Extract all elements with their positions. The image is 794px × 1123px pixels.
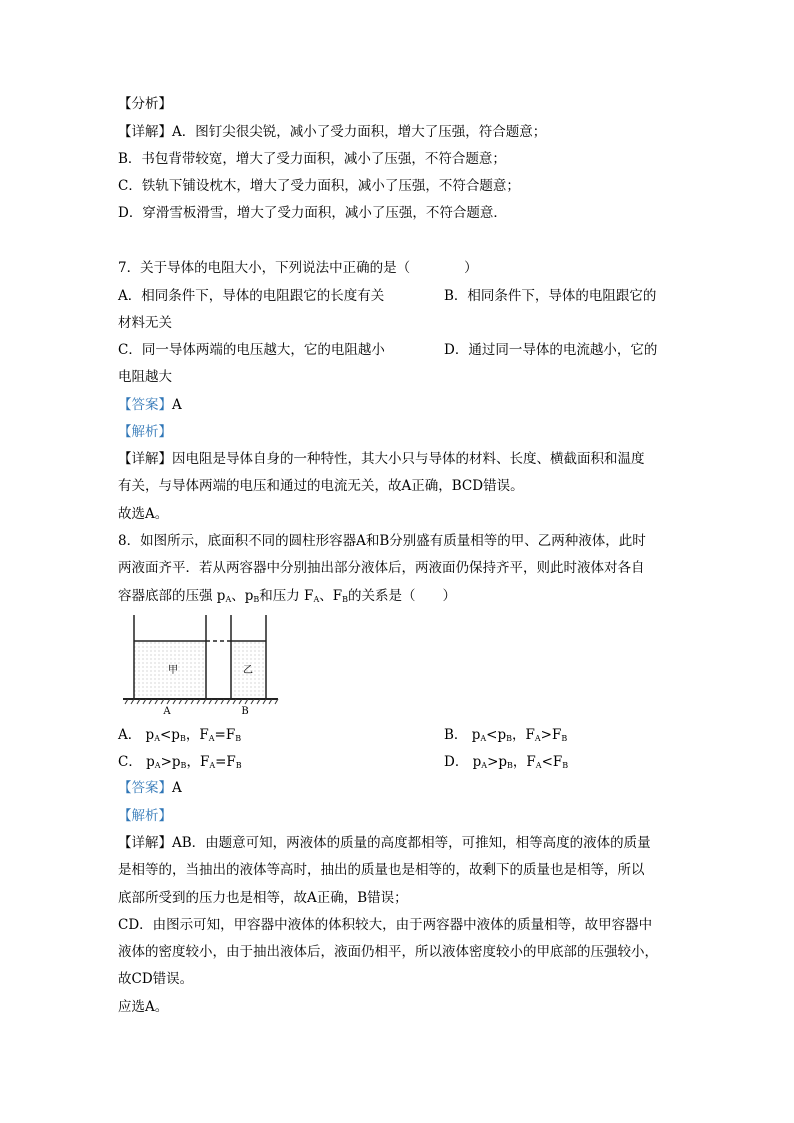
relation: > — [487, 754, 499, 770]
analysis-tag: 【分析】 — [118, 96, 172, 112]
symbol: F — [552, 754, 563, 770]
subscript: A — [535, 761, 542, 770]
liquid-a-label: 甲 — [168, 665, 178, 676]
q8-option-d — [444, 753, 568, 775]
q8-detail: 【详解】AB．由题意可知，两液体的质量的高度都相等，可推知，相等高度的液体的质量 — [118, 835, 651, 851]
subscript: A — [209, 761, 216, 770]
symbol: F — [525, 727, 535, 743]
subscript: A — [154, 761, 161, 770]
q7-option-b-cont: 材料无关 — [118, 315, 172, 331]
relation: < — [486, 727, 498, 743]
prev-line: B．书包背带较宽，增大了受力面积，减小了压强，不符合题意； — [118, 151, 506, 167]
symbol: F — [199, 727, 209, 743]
relation: > — [160, 754, 172, 770]
symbol: p — [472, 754, 482, 770]
q7-detail: 【详解】因电阻是导体自身的一种特性，其大小只与导体的材料、长度、横截面积和温度 — [118, 451, 645, 467]
q8-stem: 容器底部的压强 $p_A$、$p_B$和压力 $F_A$、$F_B$的关系是（ ） — [118, 588, 456, 604]
subscript: B — [507, 761, 513, 770]
subscript: B — [561, 734, 568, 743]
q8-answer: 【答案】A — [118, 780, 182, 796]
symbol: p — [171, 754, 181, 770]
option-letter: C． — [118, 754, 142, 770]
subscript: B — [562, 761, 569, 770]
q7-option-a: A．相同条件下，导体的电阻跟它的长度有关 — [118, 288, 385, 304]
q8-stem: 两液面齐平．若从两容器中分别抽出部分液体后，两液面仍保持齐平，则此时液体对各自 — [118, 560, 645, 576]
prev-detail-line: 【详解】A．图钉尖很尖锐，减小了受力面积，增大了压强，符合题意； — [118, 124, 547, 140]
q8-explain-tag: 【解析】 — [118, 808, 172, 824]
symbol: F — [226, 754, 236, 770]
comma: ， — [512, 727, 526, 743]
q7-option-b: B．相同条件下，导体的电阻跟它的 — [444, 288, 657, 304]
relation: < — [541, 754, 553, 770]
subscript: A — [154, 734, 160, 743]
subscript: A — [208, 734, 215, 743]
symbol: p — [146, 754, 155, 770]
symbol: F — [225, 727, 236, 743]
symbol: p — [497, 727, 507, 743]
containers-figure — [121, 613, 279, 716]
q8-option-b — [444, 726, 567, 748]
q8-detail: 故CD错误。 — [118, 971, 194, 987]
liquid-b-label: 乙 — [243, 665, 253, 676]
comma: ， — [186, 754, 200, 770]
prev-line: C．铁轨下铺设枕木，增大了受力面积，减小了压强，不符合题意； — [118, 178, 520, 194]
q8-detail: 底部所受到的压力也是相等，故A正确，B错误； — [118, 890, 408, 906]
option-letter: D． — [444, 754, 469, 770]
q7-detail: 有关，与导体两端的电压和通过的电流无关，故A正确，BCD错误。 — [118, 478, 524, 494]
subscript: B — [179, 734, 186, 743]
q8-detail: 液体的密度较小，由于抽出液体后，液面仍相平，所以液体密度较小的甲底部的压强较小， — [118, 944, 658, 960]
q7-stem: 7．关于导体的电阻大小，下列说法中正确的是（ ） — [118, 260, 478, 276]
subscript: B — [180, 761, 187, 770]
q8-stem: 8．如图所示，底面积不同的圆柱形容器A和B分别盛有质量相等的甲、乙两种液体，此时 — [118, 533, 646, 549]
symbol: p — [171, 727, 180, 743]
comma: ， — [512, 754, 527, 770]
subscript: A — [534, 734, 541, 743]
q8-detail: CD．由图示可知，甲容器中液体的体积较大，由于两容器中液体的质量相等，故甲容器中 — [118, 917, 653, 933]
comma: ， — [185, 727, 200, 743]
relation: = — [215, 754, 227, 770]
prev-line: D．穿滑雪板滑雪，增大了受力面积，减小了压强，不符合题意． — [118, 205, 507, 221]
q8-conclusion: 应选A。 — [118, 999, 169, 1015]
subscript: A — [480, 734, 487, 743]
q7-explain-tag: 【解析】 — [118, 424, 172, 440]
q7-conclusion: 故选A。 — [118, 506, 169, 522]
subscript: B — [235, 734, 242, 743]
q7-option-d: D．通过同一导体的电流越小，它的 — [444, 342, 658, 358]
container-b-label: B — [241, 706, 249, 716]
option-letter: A． — [118, 727, 142, 743]
relation: < — [159, 727, 172, 743]
q8-option-c — [118, 753, 242, 775]
subscript: A — [481, 761, 488, 770]
container-a-label: A — [163, 706, 171, 716]
relation: > — [540, 727, 552, 743]
q7-answer: 【答案】A — [118, 397, 182, 413]
q8-option-a — [118, 726, 241, 748]
q7-option-c: C．同一导体两端的电压越大，它的电阻越小 — [118, 342, 385, 358]
symbol: F — [551, 727, 562, 743]
subscript: B — [506, 734, 513, 743]
symbol: F — [526, 754, 536, 770]
symbol: p — [471, 727, 481, 743]
symbol: F — [199, 754, 210, 770]
symbol: p — [498, 754, 508, 770]
q7-option-d-cont: 电阻越大 — [118, 369, 172, 385]
relation: = — [214, 727, 226, 743]
q8-detail: 是相等的，当抽出的液体等高时，抽出的质量也是相等的，故剩下的质量也是相等，所以 — [118, 862, 645, 878]
subscript: B — [235, 761, 242, 770]
option-letter: B． — [444, 727, 468, 743]
symbol: p — [145, 727, 155, 743]
